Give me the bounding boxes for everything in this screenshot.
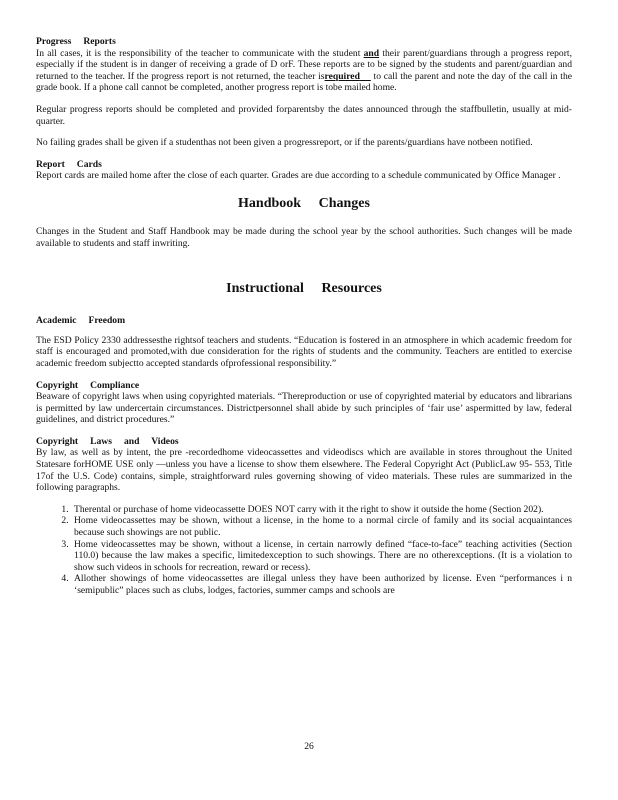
progress-reports-paragraph-1 (36, 48, 572, 94)
handbook-changes-paragraph: Changes in the Student and Staff Handbook may be made during the school year by the school authorities. Such changes will be made available to students and staff inwriting. (36, 225, 572, 249)
copyright-laws-videos-section (36, 436, 572, 597)
document-page (36, 36, 572, 597)
progress-reports-heading: Progress Reports (36, 36, 116, 47)
instructional-resources-title: Instructional Resources (226, 281, 382, 297)
report-cards-heading: Report Cards (36, 158, 102, 170)
video-rules-list (36, 504, 572, 597)
handbook-changes-title: Handbook Changes (238, 195, 370, 211)
list-item: 4. Allother showings of home videocassettes are illegal unless they have been authorized by license. Even “performances i n ‘semipublic” places such as clubs, lodges, factories, summer camps and schools are (71, 573, 572, 596)
progress-reports-paragraph-2: Regular progress reports should be completed and provided forparentsby the dates announced through the staffbulletin, usually at mid- quarter. (36, 103, 572, 127)
report-cards-paragraph: Report cards are mailed home after the close of each quarter. Grades are due according to a schedule communicated by Office Manager . (36, 170, 561, 182)
progress-reports-section (36, 36, 572, 149)
academic-freedom-section (36, 315, 572, 369)
emphasis-required: required (324, 70, 360, 82)
report-cards-section (36, 159, 572, 182)
list-item: 3. Home videocassettes may be shown, without a license, in certain narrowly defined “face-to-face” teaching activities (Section 110.0) because the law makes a specific, limitedexception to such showings. There are no otherexceptions. (It is a violation to show such videos in schools for recreation, reward or recess). (71, 539, 572, 574)
copyright-compliance-heading: Copyright Compliance (36, 379, 140, 391)
list-item: 1. Therental or purchase of home videocassette DOES NOT carry with it the right to show it outside the home (Section 202). (71, 504, 572, 516)
p1-part-b: their parent/guardians through a progress report, especially if the student is in danger of receiving a grade of D orF. These reports are to be signed by the students and parent/guardian and returned to the teacher. If the progress report is not returned, the teacher is (36, 47, 572, 82)
p1-part-c: to call the parent and note the day of the call in the grade book. If a phone call cannot be completed, another progress report is tobe mailed home. (36, 70, 572, 94)
academic-freedom-heading: Academic Freedom (36, 315, 126, 327)
copyright-compliance-paragraph: Beaware of copyright laws when using copyrighted materials. “Thereproduction or use of copyrighted material by educators and librarians is permitted by law undercertain circumstances. Districtpersonnel shall abide by such principles of ‘fair use’ aspermitted by law, federal guidelines, and district procedures.” (36, 391, 572, 426)
copyright-compliance-section (36, 380, 572, 426)
copyright-laws-videos-heading: Copyright Laws and Videos (36, 435, 179, 447)
progress-reports-paragraph-3: No failing grades shall be given if a studenthas not been given a progressreport, or if the parents/guardians have notbeen notified. (36, 137, 533, 149)
academic-freedom-paragraph: The ESD Policy 2330 addressesthe rightsof teachers and students. “Education is fostered in an atmosphere in which academic freedom for staff is encouraged and promoted,with due consideration for the rights of students and the community. Teachers are entitled to exercise academic freedom subjectto accepted standards ofprofessional responsibility.” (36, 334, 572, 369)
page-number: 26 (304, 741, 314, 752)
list-item: 2. Home videocassettes may be shown, without a license, in the home to a normal circle of family and its social acquaintances because such showings are not public. (71, 515, 572, 538)
emphasis-and: and (363, 47, 380, 59)
copyright-laws-videos-paragraph: By law, as well as by intent, the pre -recordedhome videocassettes and videodiscs which are available in stores throughout the United Statesare forHOME USE only —unless you have a license to show them elsewhere. The Federal Copyright Act (PublicLaw 95- 553, Title 17of the U.S. Code) contains, simple, straightforward rules governing showing of video materials. These rules are summarized in the following paragraphs. (36, 447, 572, 494)
p1-part-a: In all cases, it is the responsibility of the teacher to communicate with the student (36, 47, 364, 59)
